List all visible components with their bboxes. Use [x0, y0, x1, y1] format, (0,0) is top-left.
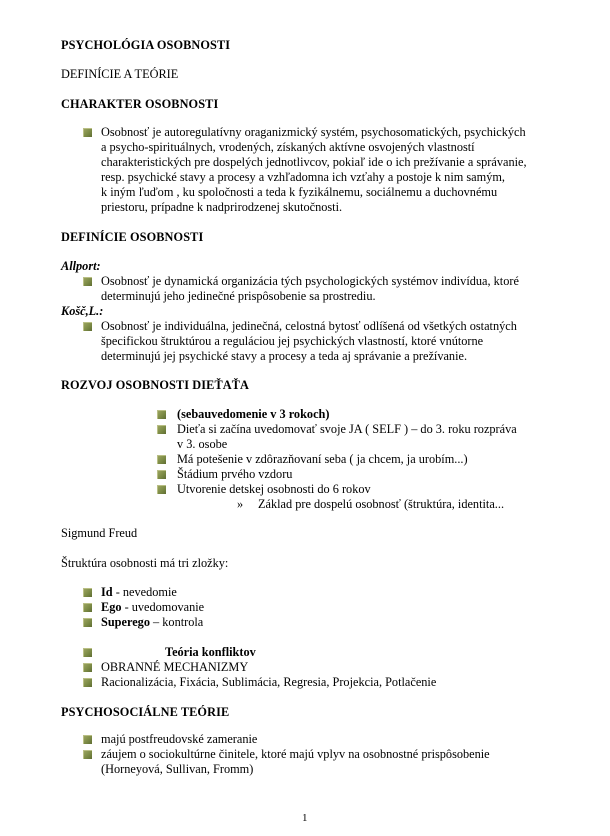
component-item: [101, 615, 203, 630]
paragraph-line: charakteristických pre dospelých jednotlivcov, pokiaľ ide o ich prežívanie a správanie,: [101, 155, 527, 169]
component-desc: - uvedomovanie: [121, 600, 205, 614]
square-bullet-icon: [83, 603, 92, 612]
paragraph-line: priestoru, prípadne k nadprirodzenej skutočnosti.: [101, 200, 343, 214]
square-bullet-icon: [83, 678, 92, 687]
author-label: Allport:: [61, 259, 101, 273]
square-bullet-icon: [83, 128, 92, 137]
section-heading-development: ROZVOJ OSOBNOSTI DIEŤAŤA: [61, 378, 250, 392]
mechanisms-list: Racionalizácia, Fixácia, Sublimácia, Regresia, Projekcia, Potlačenie: [101, 675, 437, 689]
paragraph-line: špecifickou štruktúrou a reguláciou jej psychických vlastností, ktoré vnútorne: [101, 334, 484, 348]
document-subtitle: DEFINÍCIE A TEÓRIE: [61, 67, 179, 81]
square-bullet-icon: [83, 648, 92, 657]
author-label: Košč,L.:: [61, 304, 104, 318]
list-item: záujem o sociokultúrne činitele, ktoré majú vplyv na osobnostné prispôsobenie: [101, 747, 490, 761]
component-item: [101, 585, 177, 600]
square-bullet-icon: [157, 485, 166, 494]
square-bullet-icon: [83, 277, 92, 286]
list-item: (sebauvedomenie v 3 rokoch): [177, 407, 330, 421]
paragraph-line: Osobnosť je dynamická organizácia tých psychologických systémov indivídua, ktoré: [101, 274, 519, 288]
section-heading-psychosocial: PSYCHOSOCIÁLNE TEÓRIE: [61, 705, 230, 719]
conflict-heading: Teória konfliktov: [165, 645, 256, 659]
square-bullet-icon: [157, 425, 166, 434]
section-heading-definitions: DEFINÍCIE OSOBNOSTI: [61, 230, 204, 244]
component-term: Ego: [101, 600, 122, 614]
defense-mechanisms-label: OBRANNÉ MECHANIZMY: [101, 660, 249, 674]
square-bullet-icon: [157, 470, 166, 479]
author-name: Sigmund Freud: [61, 526, 138, 540]
list-item-continuation: v 3. osobe: [177, 437, 228, 451]
paragraph-line: k iným ľuďom , ku spoločnosti a teda k fyzikálnemu, sociálnemu a duchovnému: [101, 185, 498, 199]
page-number: 1: [302, 812, 308, 824]
list-item: Má potešenie v zdôrazňovaní seba ( ja chcem, ja urobím...): [177, 452, 468, 466]
square-bullet-icon: [83, 735, 92, 744]
paragraph-line: Osobnosť je autoregulatívny oraganizmický systém, psychosomatických, psychických: [101, 125, 526, 139]
structure-intro: Štruktúra osobnosti má tri zložky:: [61, 556, 229, 570]
list-item: Dieťa si začína uvedomovať svoje JA ( SELF ) – do 3. roku rozpráva: [177, 422, 517, 436]
square-bullet-icon: [157, 455, 166, 464]
component-desc: – kontrola: [149, 615, 204, 629]
component-term: Superego: [101, 615, 150, 629]
double-chevron-icon: »: [237, 497, 244, 511]
paragraph-line: resp. psychické stavy a procesy a vzhľadomna ich vzťahy a postoje k nim samým,: [101, 170, 505, 184]
paragraph-line: Osobnosť je individuálna, jedinečná, celostná bytosť odlíšená od všetkých ostatných: [101, 319, 517, 333]
paragraph-line: determinujú jeho jedinečné prispôsobenie sa prostrediu.: [101, 289, 376, 303]
sub-list-item: Základ pre dospelú osobnosť (štruktúra, identita...: [258, 497, 505, 511]
square-bullet-icon: [83, 618, 92, 627]
component-item: [101, 600, 204, 615]
section-heading-character: CHARAKTER OSOBNOSTI: [61, 97, 219, 111]
list-item-continuation: (Horneyová, Sullivan, Fromm): [101, 762, 254, 776]
document-title: PSYCHOLÓGIA OSOBNOSTI: [61, 38, 231, 52]
component-desc: - nevedomie: [112, 585, 177, 599]
list-item: Štádium prvého vzdoru: [177, 467, 293, 481]
square-bullet-icon: [83, 750, 92, 759]
square-bullet-icon: [157, 410, 166, 419]
list-item: Utvorenie detskej osobnosti do 6 rokov: [177, 482, 371, 496]
square-bullet-icon: [83, 322, 92, 331]
list-item: majú postfreudovské zameranie: [101, 732, 258, 746]
paragraph-line: a psycho-spirituálnych, vrodených, získaných aktívne osvojených vlastností: [101, 140, 475, 154]
component-term: Id: [101, 585, 113, 599]
square-bullet-icon: [83, 588, 92, 597]
square-bullet-icon: [83, 663, 92, 672]
paragraph-line: determinujú jej psychické stavy a procesy a teda aj správanie a prežívanie.: [101, 349, 468, 363]
